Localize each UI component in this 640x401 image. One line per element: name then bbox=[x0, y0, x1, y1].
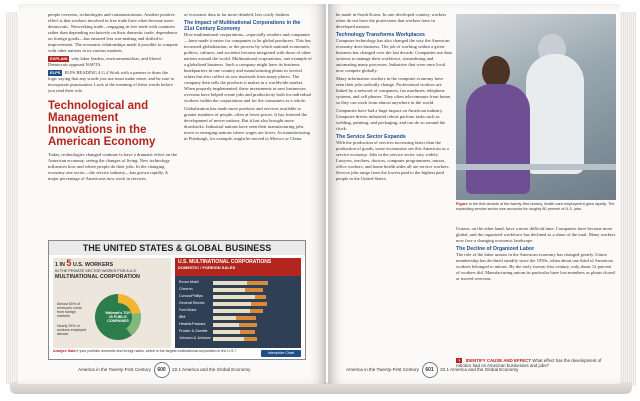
multinational-heading: The Impact of Multinational Corporations in the 21st Century Economy bbox=[184, 20, 301, 32]
sales-row-label: IBM bbox=[179, 315, 186, 319]
workers-line3: MULTINATIONAL CORPORATION bbox=[55, 274, 140, 280]
right-page bbox=[328, 4, 620, 384]
workers-line1-prefix: 1 IN bbox=[55, 262, 65, 268]
foreign-sales-bar bbox=[244, 337, 257, 341]
right-page-number: 601 bbox=[422, 362, 438, 378]
domestic-sales-bar bbox=[213, 288, 245, 292]
sales-panel-heading bbox=[175, 258, 301, 276]
left-column-1 bbox=[48, 12, 178, 184]
left-footer bbox=[78, 362, 250, 378]
foreign-sales-bar bbox=[245, 288, 263, 292]
unions-intro: Unions, on the other hand, have a more difficult time. Companies have become more global, and the organized workforce has declined as a share of the total. Many workers now face a changing economic landscape. bbox=[456, 226, 616, 243]
legend-domestic: DOMESTIC bbox=[178, 265, 200, 270]
interactive-chart-button[interactable]: Interactive Chart bbox=[261, 350, 301, 357]
left-footer-title: America in the Twenty-First Century bbox=[78, 367, 151, 373]
sales-row-label: ConocoPhillips bbox=[179, 294, 203, 298]
analyze-data-question: If your portfolio domestic and foreign sales, which is the largest multinational corporation in the U.S.? bbox=[76, 349, 237, 353]
organized-labor-body: The role of the labor unions in the American economy has changed greatly. Union membership has declined steadily since the 1950s, when about one third of American workers belonged to unions. By the early twenty-first century, only about 12 percent of workers did. Manufacturing unions in particular have lost members as plants closed or moved overseas. bbox=[456, 252, 615, 281]
foreign-sales-bar bbox=[236, 316, 256, 320]
multinational-sales-panel bbox=[175, 258, 301, 348]
page-edges-right bbox=[618, 12, 636, 386]
review-question-tag: IDENTIFY CAUSE AND EFFECT bbox=[465, 358, 532, 363]
right-footer-title: America in the Twenty-First Century bbox=[346, 367, 419, 373]
legend-foreign: FOREIGN SALES bbox=[202, 265, 236, 270]
elps-prompt bbox=[48, 70, 178, 94]
photo-caregiver bbox=[466, 84, 530, 194]
foreign-sales-bar bbox=[250, 309, 264, 313]
organized-labor-heading: The Decline of Organized Labor bbox=[456, 246, 535, 252]
domestic-sales-bar bbox=[213, 309, 250, 313]
sales-row-label: Ford Motor bbox=[179, 308, 197, 312]
review-question-text: What effect has the development of robotics had on American businesses and jobs? bbox=[456, 358, 602, 369]
right-footer bbox=[346, 362, 518, 378]
donut-center-label: Walmart's TOP 25 PUBLIC COMPANIES bbox=[104, 303, 132, 331]
domestic-sales-bar bbox=[213, 323, 239, 327]
technology-body: Computer technology has also changed the way the American economy does business. The job of working within a given business has changed over the last decade. Companies use data systems to manage their workforce, streamlining and automating many processes. Industries that were once local now compete globally. bbox=[336, 38, 452, 73]
elps-text: ELPS READING 4.G.4 Work with a partner to draw the logic saying that any words you use must make sense, and be sure to incorporate punctuation. Look at the meaning of these words before you read their role. bbox=[48, 70, 175, 93]
right-column-1 bbox=[336, 12, 452, 184]
section-heading: Technological and Management Innovations in the American Economy bbox=[48, 100, 156, 148]
technology-heading: Technology Transforms Workplaces bbox=[336, 32, 425, 38]
explain-tag: EXPLAIN bbox=[50, 56, 68, 61]
photo-caption bbox=[456, 202, 616, 211]
robots-body: Companies have had a huge impact on American industry. Computer-driven industrial robots perform tasks such as welding, painting, and packaging, and can do so around the clock. bbox=[336, 108, 446, 131]
question-icon: ? bbox=[458, 358, 461, 363]
domestic-sales-bar bbox=[213, 281, 247, 285]
sales-row-label: Johnson & Johnson bbox=[179, 336, 211, 340]
photo-caption-label: Figure bbox=[456, 202, 468, 206]
revenue-note: Almost 50% of revenues come from foreign markets bbox=[57, 302, 82, 318]
left-column-2 bbox=[184, 12, 312, 144]
left-intro-paragraph: people overseas, technologies and communications. Another positive effect is that workers involved in free trade have often become more democratic. Networking trade—engaging in free trade with countries rather than depending exclusively on their domestic trade, dependence on foreign goods—has ensured less war-making and shifted to improvement. The economic relationships made it possible to compete with other nations in its various markets. bbox=[48, 12, 178, 53]
workers-big-number: 5 bbox=[66, 258, 72, 268]
workers-line2: IN THE PRIVATE SECTOR WORKS FOR A U.S. bbox=[55, 269, 137, 273]
service-sector-body: With the production of services increasing faster than the production of goods, some economists see this American as a service economy. Jobs in the service sector vary widely. Lawyers, teachers, doctors, computer programmers, nurses, office workers, and home health aides all are service workers. Service jobs range from the lowest paid to the highest paid people in the United States. bbox=[336, 140, 450, 181]
workers-line1-suffix: U.S. WORKERS bbox=[72, 262, 114, 268]
service-sector-heading: The Service Sector Expands bbox=[336, 134, 406, 140]
workers-panel bbox=[53, 258, 171, 348]
top-companies-donut bbox=[95, 294, 141, 340]
foreign-sales-bar bbox=[251, 302, 267, 306]
left-footer-section: 22.1 America and the Global Economy bbox=[172, 367, 251, 373]
infographic-caption bbox=[53, 349, 253, 353]
photo-handrail bbox=[456, 164, 616, 170]
domestic-sales-bar bbox=[213, 337, 244, 341]
explain-text: why labor leaders, environmentalists, and liberal Democrats opposed NAFTA. bbox=[48, 56, 161, 67]
right-intro-paragraph: be made in South Korea. In one developed country, workers often do not have the protections that workers have in developed nations. bbox=[336, 12, 447, 29]
photo-patient bbox=[526, 54, 584, 174]
sales-row-label: Hewlett-Packard bbox=[179, 322, 206, 326]
explain-prompt bbox=[48, 56, 178, 68]
left-page-number: 600 bbox=[154, 362, 170, 378]
left-col2-intro: of economic data in far more detailed, less costly fashion. bbox=[184, 12, 291, 17]
global-business-infographic bbox=[48, 240, 306, 360]
foreign-sales-bar bbox=[247, 281, 268, 285]
domestic-sales-bar bbox=[213, 316, 236, 320]
sales-legend: DOMESTIC / FOREIGN SALES bbox=[178, 265, 236, 270]
sales-row-label: Exxon Mobil bbox=[179, 280, 199, 284]
sales-panel-title: U.S. MULTINATIONAL CORPORATIONS bbox=[178, 259, 272, 265]
right-footer-section: 22.1 America and the Global Economy bbox=[440, 367, 519, 373]
foreign-sales-bar bbox=[240, 330, 255, 334]
elps-tag: ELPS bbox=[50, 70, 61, 75]
left-body-paragraph: Today, technologies changed continue to have a dramatic effect on the American economy, seeing the changes of living. New technology influences how and where people do their jobs. In the changing economy one sector—the service industry—has grown rapidly. A major percentage of Americans now work in services. bbox=[48, 152, 178, 181]
health-care-photo bbox=[456, 14, 616, 200]
workers-panel-heading bbox=[53, 258, 175, 282]
photo-caption-text: In the first decade of the twenty-first century, health care employment grew rapidly. The expanding service sector now accounts for roughly 80 percent of U.S. jobs. bbox=[456, 202, 615, 211]
foreign-sales-bar bbox=[255, 295, 266, 299]
infographic-title: THE UNITED STATES & GLOBAL BUSINESS bbox=[49, 241, 305, 255]
information-workers-body: Many information workers in the computer economy have seen their jobs radically change. Professional workers are linked by a network of computers, fax machines, telephone systems, and cell phones. They often telecommute from home, so they can work from almost anywhere in the world. bbox=[336, 76, 452, 105]
workers-abroad-note: Nearly 25% of workers employed abroad bbox=[57, 324, 87, 336]
right-column-2 bbox=[456, 226, 616, 284]
domestic-sales-bar bbox=[213, 302, 251, 306]
analyze-data-tag: Analyze Data bbox=[53, 349, 76, 353]
domestic-sales-bar bbox=[213, 330, 240, 334]
domestic-sales-bar bbox=[213, 295, 255, 299]
multinational-body: How multinational corporations—especially retailers and companies—have made it easier for companies to be global producers. This has increased globalization, or the process by which national economies, politics, cultures, and societies become integrated with those of other nations around the world. Multinational corporations, one example of a globalized business. Such a company might have its business headquarters in one country and manufacturing plants in several others but also collect its raw materials from many places. The company then sells the products it makes in a worldwide market. When properly implemented, these investments in new businesses overseas have helped create jobs and productivity both for individual workers within the corporations and for the consumers as a whole. bbox=[184, 32, 312, 103]
sales-row-label: Procter & Gamble bbox=[179, 329, 208, 333]
sales-row-label: Chevron bbox=[179, 287, 193, 291]
foreign-sales-bar bbox=[239, 323, 257, 327]
sales-row-label: General Electric bbox=[179, 301, 205, 305]
globalization-body: Globalization has made more products and services available to greater numbers of people, often at lower prices. It has fostered the development of newer nations. But it has also brought more drawbacks. Industrial nations have seen their manufacturing jobs move to emerging nations where wages are lower. As manufacturing in Pittsburgh, for example, might be moved to Mexico or China. bbox=[184, 106, 310, 141]
